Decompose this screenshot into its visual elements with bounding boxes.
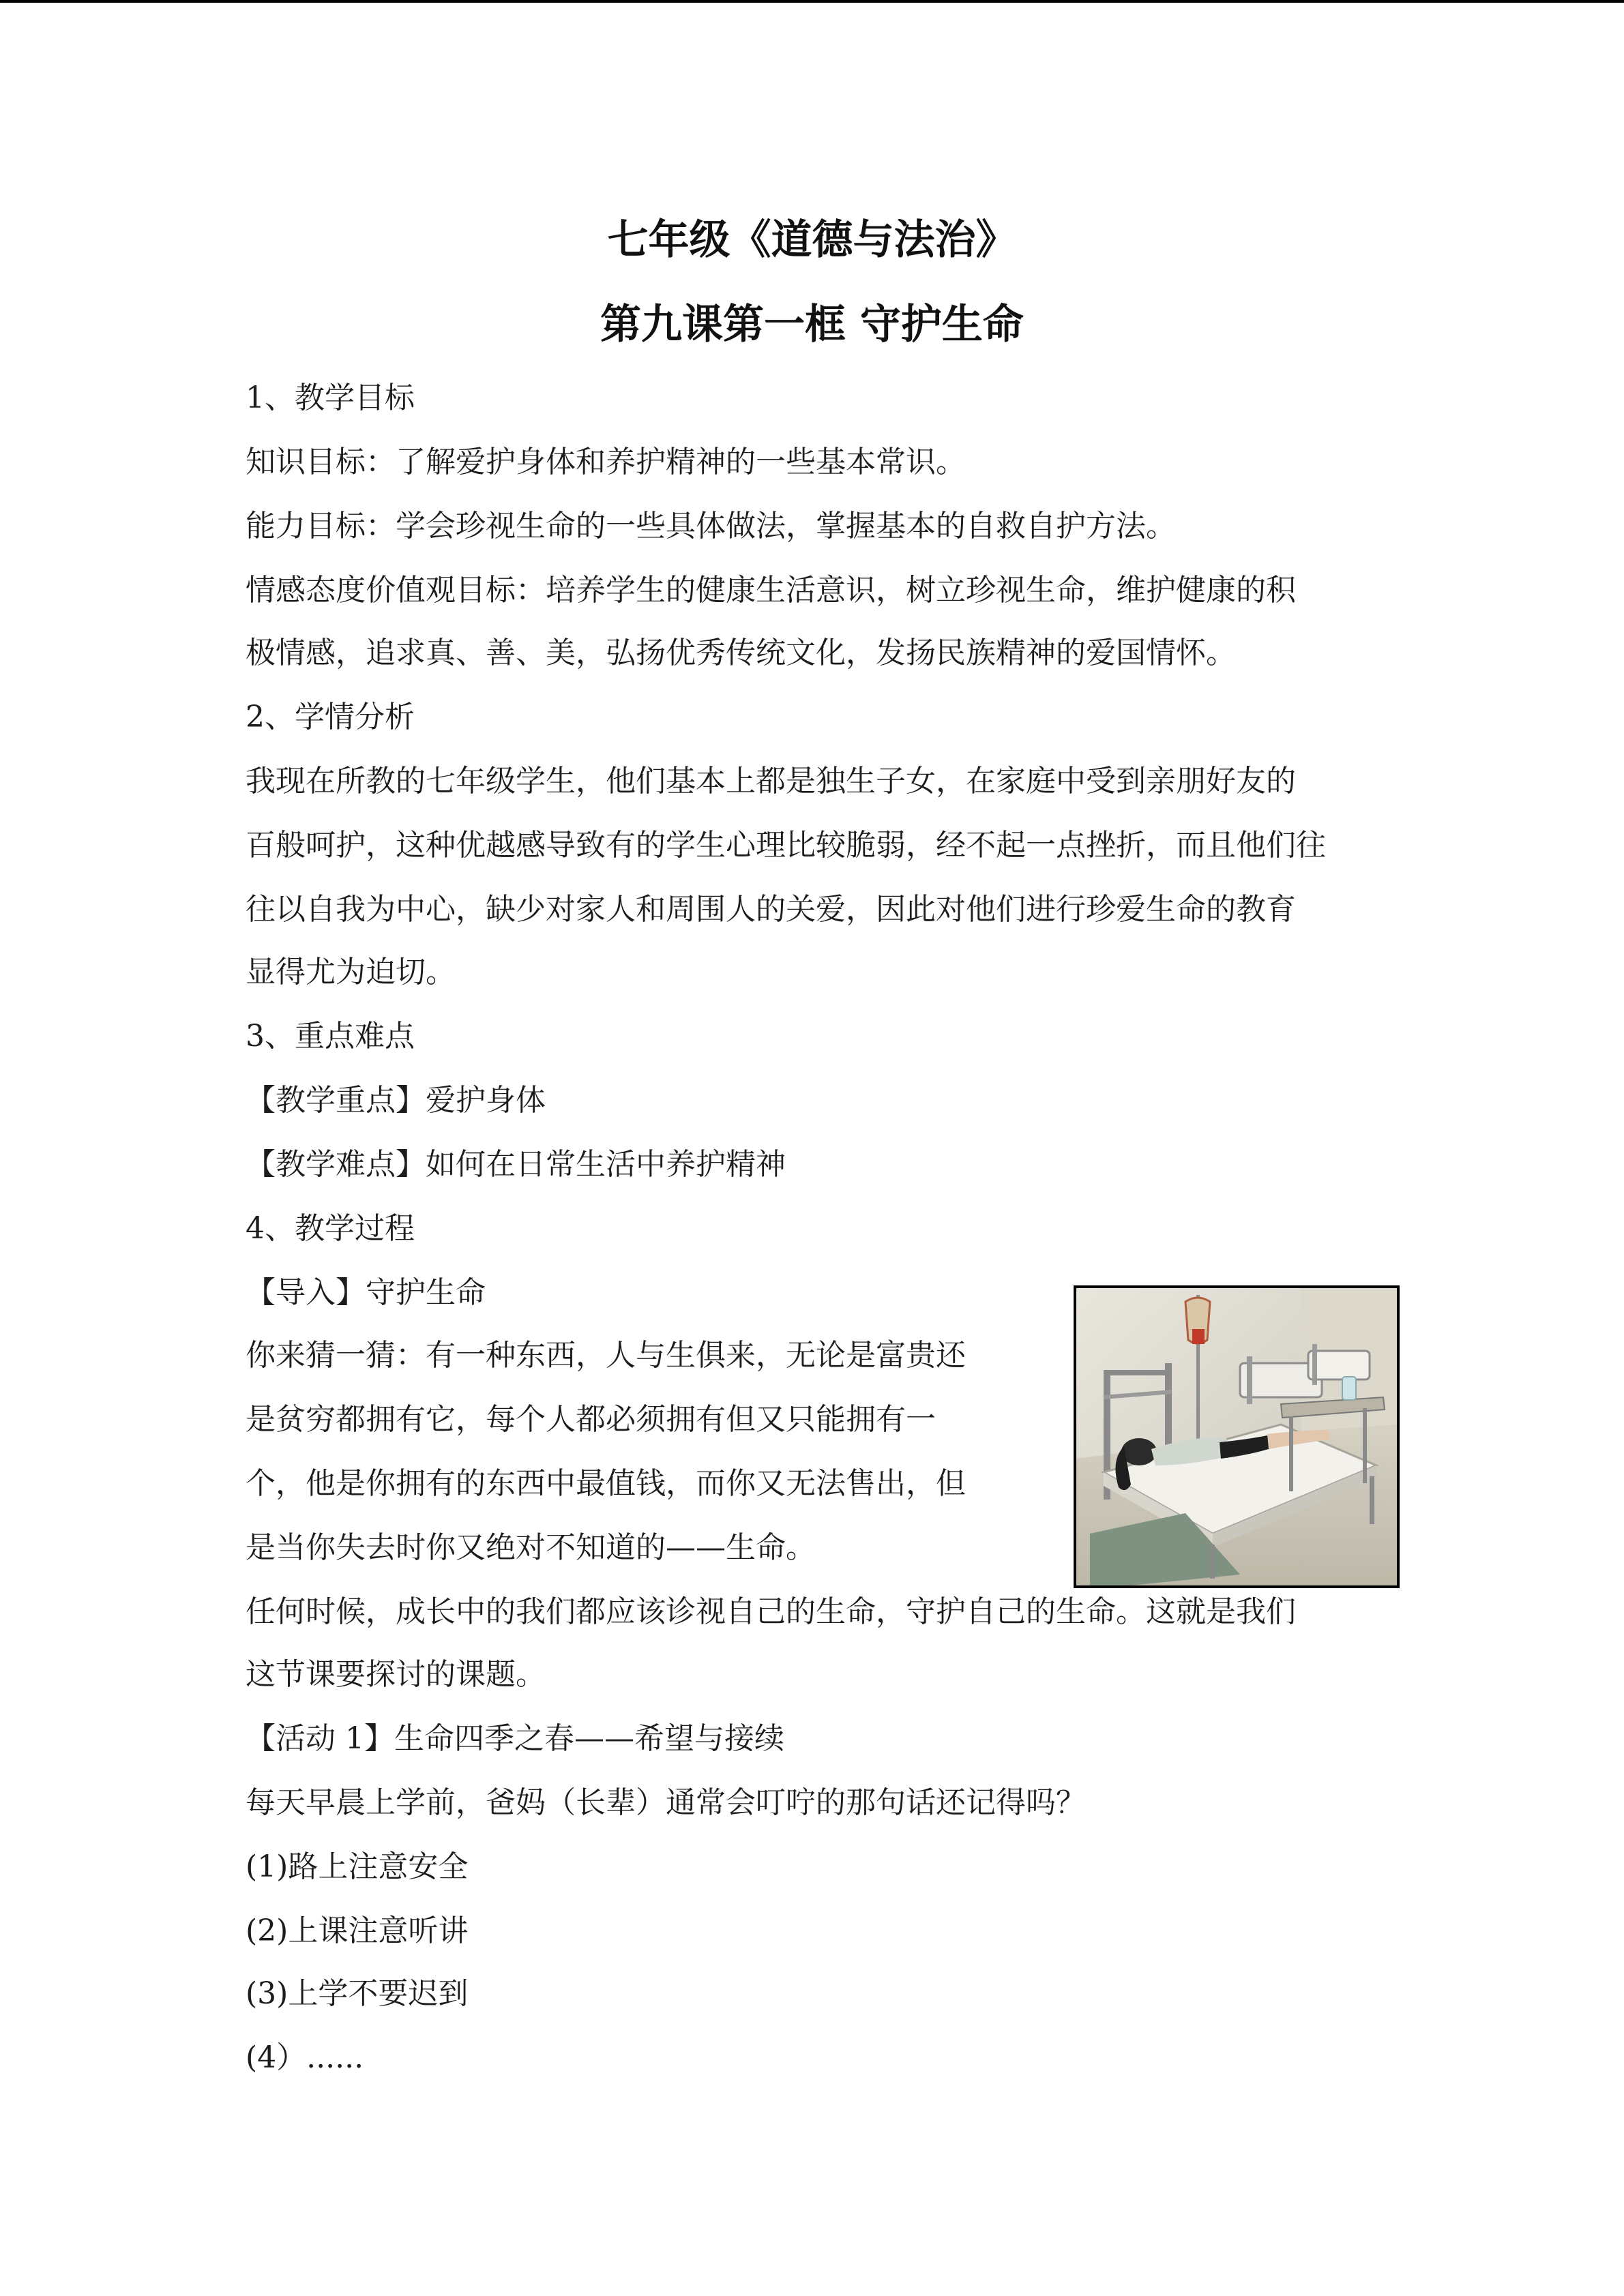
document-title: 七年级《道德与法治》 bbox=[607, 216, 1017, 264]
paragraph-line: 这节课要探讨的课题。 bbox=[246, 1657, 546, 1692]
document-subtitle: 第九课第一框 守护生命 bbox=[600, 301, 1024, 348]
section-heading-teaching-process: 4、教学过程 bbox=[246, 1211, 415, 1246]
hospital-scene-image bbox=[1076, 1288, 1397, 1585]
paragraph-line: 知识目标：了解爱护身体和养护精神的一些基本常识。 bbox=[246, 445, 966, 479]
paragraph-line: 显得尤为迫切。 bbox=[246, 955, 456, 989]
paragraph-line: 任何时候，成长中的我们都应该诊视自己的生命，守护自己的生命。这就是我们 bbox=[246, 1594, 1296, 1629]
paragraph-line: 是当你失去时你又绝对不知道的——生命。 bbox=[246, 1530, 816, 1565]
paragraph-line: 【活动 1】生命四季之春——希望与接续 bbox=[246, 1721, 784, 1756]
paragraph-line: 情感态度价值观目标：培养学生的健康生活意识，树立珍视生命，维护健康的积 bbox=[246, 573, 1296, 608]
list-item: (3)上学不要迟到 bbox=[246, 1976, 469, 2011]
section-heading-key-points: 3、重点难点 bbox=[246, 1019, 415, 1054]
paragraph-line: 极情感，追求真、善、美，弘扬优秀传统文化，发扬民族精神的爱国情怀。 bbox=[246, 636, 1236, 670]
list-item: (2)上课注意听讲 bbox=[246, 1913, 469, 1948]
paragraph-line: 【教学难点】如何在日常生活中养护精神 bbox=[246, 1147, 786, 1182]
paragraph-line: 百般呵护，这种优越感导致有的学生心理比较脆弱，经不起一点挫折，而且他们往 bbox=[246, 828, 1326, 863]
paragraph-line: 【教学重点】爱护身体 bbox=[246, 1083, 546, 1118]
section-heading-teaching-goals: 1、教学目标 bbox=[246, 381, 415, 415]
paragraph-line: 是贫穷都拥有它，每个人都必须拥有但又只能拥有一 bbox=[246, 1402, 936, 1437]
paragraph-line: 个，他是你拥有的东西中最值钱，而你又无法售出，但 bbox=[246, 1466, 966, 1501]
paragraph-line: 能力目标：学会珍视生命的一些具体做法，掌握基本的自救自护方法。 bbox=[246, 509, 1176, 543]
paragraph-line: 往以自我为中心，缺少对家人和周围人的关爱，因此对他们进行珍爱生命的教育 bbox=[246, 892, 1296, 927]
section-heading-student-analysis: 2、学情分析 bbox=[246, 700, 415, 734]
list-item: (1)路上注意安全 bbox=[246, 1849, 469, 1884]
paragraph-line: 你来猜一猜：有一种东西，人与生俱来，无论是富贵还 bbox=[246, 1338, 966, 1373]
page-top-border bbox=[0, 0, 1624, 3]
paragraph-line: 【导入】守护生命 bbox=[246, 1275, 486, 1310]
list-item: (4）...... bbox=[246, 2040, 364, 2075]
hospital-bed-illustration bbox=[1074, 1285, 1400, 1588]
paragraph-line: 每天早晨上学前，爸妈（长辈）通常会叮咛的那句话还记得吗？ bbox=[246, 1785, 1086, 1820]
paragraph-line: 我现在所教的七年级学生，他们基本上都是独生子女，在家庭中受到亲朋好友的 bbox=[246, 764, 1296, 799]
